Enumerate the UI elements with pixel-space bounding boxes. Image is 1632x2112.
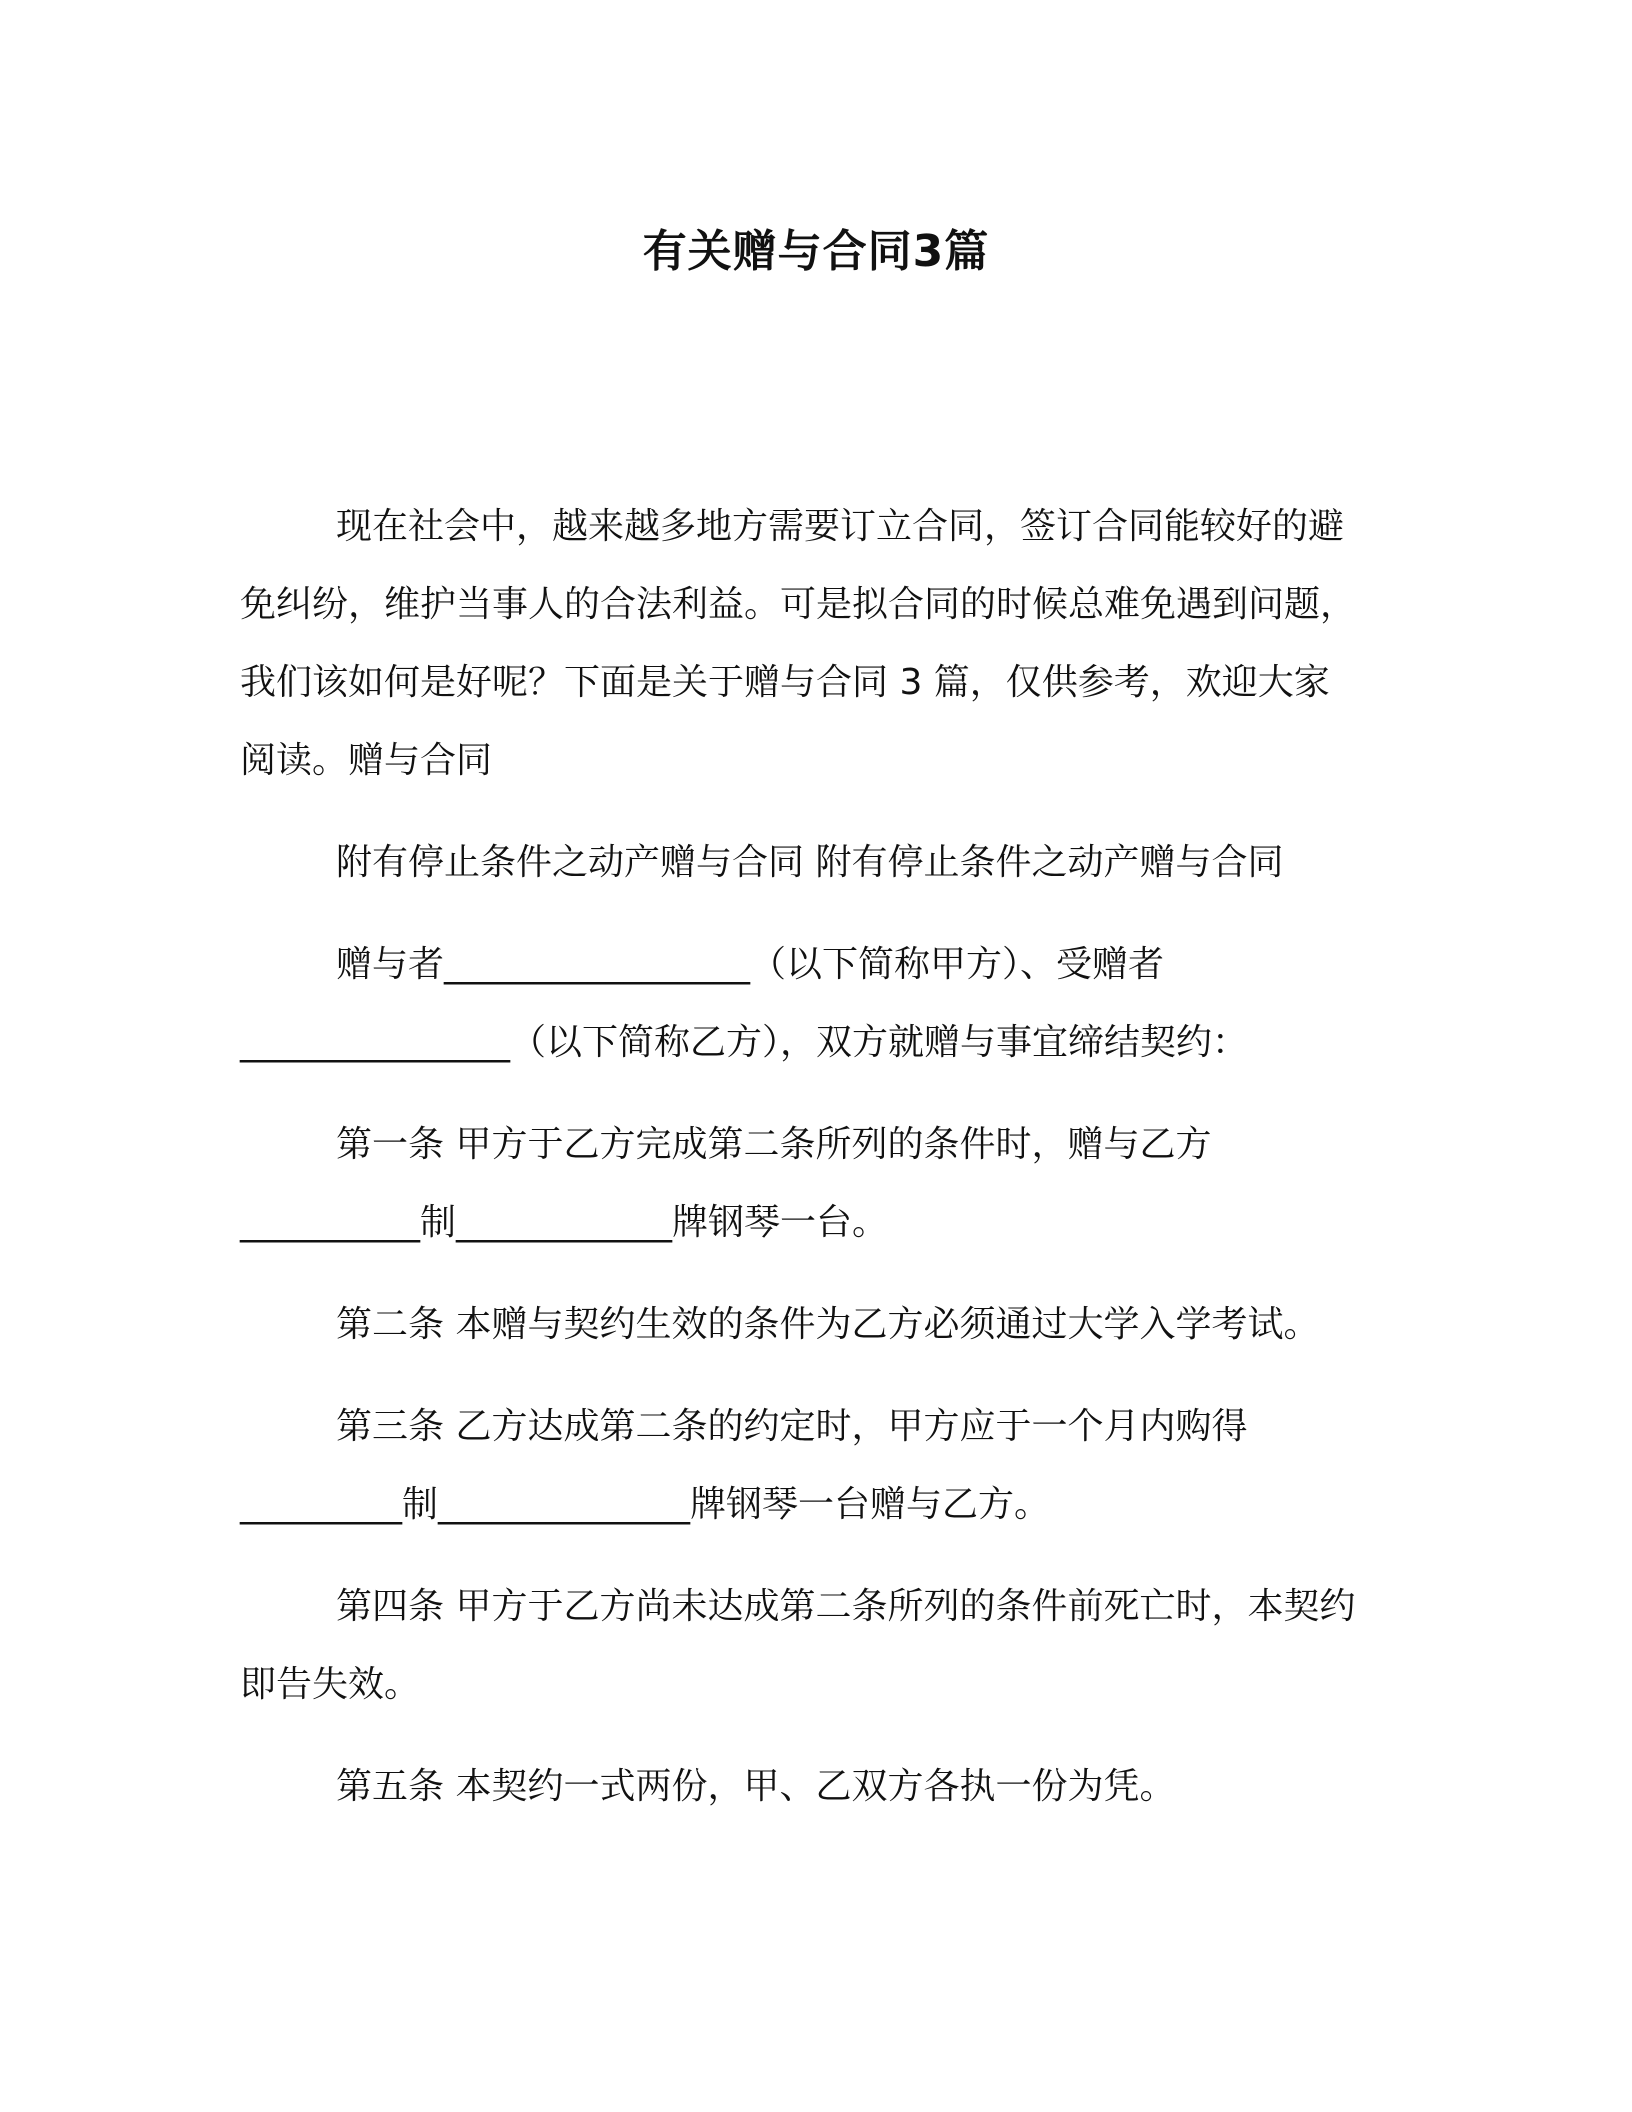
text-line: 我们该如何是好呢？下面是关于赠与合同 3 篇，仅供参考，欢迎大家 [240, 662, 1330, 703]
text-line: 赠与者_________________（以下简称甲方）、受赠者 [336, 944, 1165, 985]
article-4-paragraph [240, 1568, 1390, 1724]
text-line: _______________（以下简称乙方），双方就赠与事宜缔结契约： [240, 1022, 1249, 1063]
contract-heading-paragraph [240, 824, 1390, 902]
text-line: 第五条 本契约一式两份，甲、乙双方各执一份为凭。 [336, 1766, 1176, 1807]
document-title: 有关赠与合同3篇 [642, 226, 990, 277]
text-line: 现在社会中，越来越多地方需要订立合同，签订合同能较好的避 [336, 506, 1345, 547]
text-line: 阅读。赠与合同 [240, 740, 493, 781]
text-line: 第一条 甲方于乙方完成第二条所列的条件时，赠与乙方 [336, 1124, 1212, 1165]
intro-paragraph [240, 488, 1390, 800]
text-line: 第四条 甲方于乙方尚未达成第二条所列的条件前死亡时，本契约 [336, 1586, 1356, 1627]
document-body [240, 488, 1390, 1850]
text-line: _________制______________牌钢琴一台赠与乙方。 [240, 1484, 1051, 1525]
article-3-paragraph [240, 1388, 1390, 1544]
article-1-paragraph [240, 1106, 1390, 1262]
article-2-paragraph [240, 1286, 1390, 1364]
article-5-paragraph [240, 1748, 1390, 1826]
text-line: 附有停止条件之动产赠与合同 附有停止条件之动产赠与合同 [336, 842, 1284, 883]
text-line: 免纠纷，维护当事人的合法利益。可是拟合同的时候总难免遇到问题， [240, 584, 1357, 625]
text-line: 即告失效。 [240, 1664, 421, 1705]
text-line: __________制____________牌钢琴一台。 [240, 1202, 889, 1243]
text-line: 第三条 乙方达成第二条的约定时，甲方应于一个月内购得 [336, 1406, 1248, 1447]
text-line: 第二条 本赠与契约生效的条件为乙方必须通过大学入学考试。 [336, 1304, 1320, 1345]
parties-paragraph [240, 926, 1390, 1082]
